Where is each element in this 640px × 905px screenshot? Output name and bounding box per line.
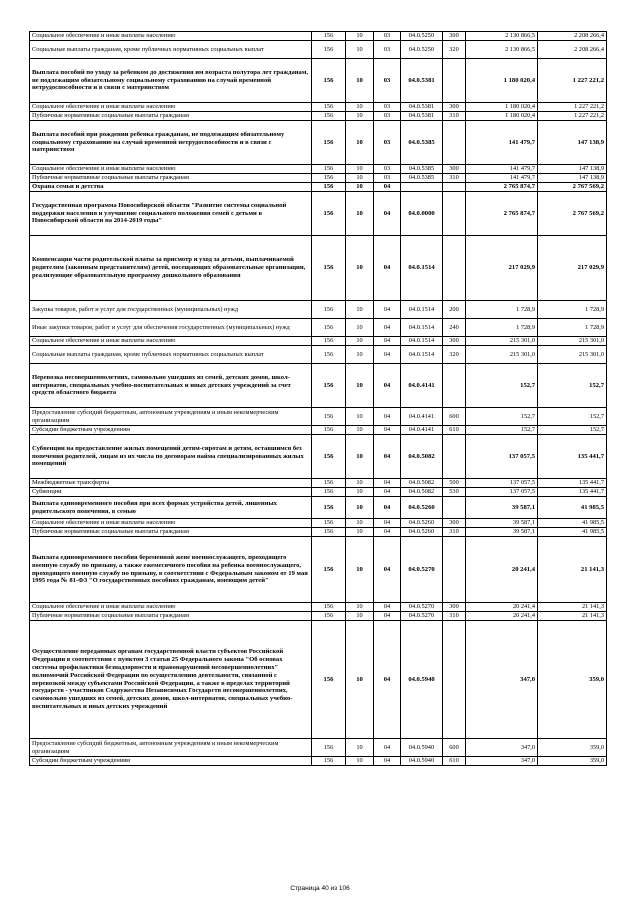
item-name-cell: Межбюджетные трансферты [30, 479, 312, 488]
table-row [30, 537, 607, 603]
expense-type-cell: 600 [443, 408, 466, 426]
subsection-code-cell: 04 [374, 236, 401, 301]
ministry-code-cell: 156 [312, 426, 346, 435]
target-article-cell: 04.0.4141 [401, 408, 443, 426]
item-name-cell: Социальное обеспечение и иные выплаты населению [30, 32, 312, 41]
budget-table-body [30, 32, 607, 766]
target-article-cell: 04.0.5270 [401, 537, 443, 603]
amount-year1-cell: 20 241,4 [466, 612, 538, 621]
target-article-cell: 04.0.5082 [401, 479, 443, 488]
expense-type-cell: 610 [443, 757, 466, 766]
expense-type-cell: 240 [443, 319, 466, 337]
section-code-cell: 10 [346, 337, 374, 346]
ministry-code-cell: 156 [312, 236, 346, 301]
subsection-code-cell: 04 [374, 497, 401, 519]
section-code-cell: 10 [346, 174, 374, 183]
amount-year1-cell: 141 479,7 [466, 165, 538, 174]
amount-year1-cell: 39 587,1 [466, 497, 538, 519]
ministry-code-cell: 156 [312, 41, 346, 59]
table-row [30, 435, 607, 479]
amount-year2-cell: 147 138,9 [538, 174, 607, 183]
section-code-cell: 10 [346, 612, 374, 621]
expense-type-cell: 200 [443, 301, 466, 319]
section-code-cell: 10 [346, 488, 374, 497]
section-code-cell: 10 [346, 739, 374, 757]
amount-year1-cell: 137 057,5 [466, 479, 538, 488]
amount-year2-cell: 215 301,0 [538, 337, 607, 346]
section-code-cell: 10 [346, 165, 374, 174]
table-row [30, 41, 607, 59]
amount-year2-cell: 2 767 569,2 [538, 183, 607, 192]
target-article-cell: 04.0.5940 [401, 739, 443, 757]
section-code-cell: 10 [346, 408, 374, 426]
amount-year1-cell: 1 180 020,4 [466, 59, 538, 103]
target-article-cell: 04.0.4141 [401, 426, 443, 435]
expense-type-cell [443, 537, 466, 603]
expense-type-cell: 310 [443, 612, 466, 621]
amount-year2-cell: 1 227 221,2 [538, 59, 607, 103]
amount-year1-cell: 141 479,7 [466, 174, 538, 183]
item-name-cell: Социальное обеспечение и иные выплаты населению [30, 165, 312, 174]
subsection-code-cell: 03 [374, 165, 401, 174]
ministry-code-cell: 156 [312, 346, 346, 364]
table-row [30, 337, 607, 346]
ministry-code-cell: 156 [312, 301, 346, 319]
amount-year2-cell: 1 227 221,2 [538, 103, 607, 112]
subsection-code-cell: 04 [374, 426, 401, 435]
target-article-cell: 04.0.5385 [401, 165, 443, 174]
item-name-cell: Закупка товаров, работ и услуг для государственных (муниципальных) нужд [30, 301, 312, 319]
section-code-cell: 10 [346, 59, 374, 103]
ministry-code-cell: 156 [312, 174, 346, 183]
table-row [30, 488, 607, 497]
target-article-cell: 04.0.5270 [401, 603, 443, 612]
amount-year1-cell: 152,7 [466, 364, 538, 408]
target-article-cell: 04.0.5260 [401, 497, 443, 519]
amount-year2-cell: 359,0 [538, 757, 607, 766]
amount-year1-cell: 20 241,4 [466, 537, 538, 603]
ministry-code-cell: 156 [312, 337, 346, 346]
expense-type-cell: 300 [443, 103, 466, 112]
subsection-code-cell: 04 [374, 364, 401, 408]
amount-year2-cell: 152,7 [538, 364, 607, 408]
amount-year2-cell: 21 141,3 [538, 612, 607, 621]
table-row [30, 236, 607, 301]
ministry-code-cell: 156 [312, 488, 346, 497]
amount-year1-cell: 2 765 874,7 [466, 192, 538, 236]
section-code-cell: 10 [346, 426, 374, 435]
ministry-code-cell: 156 [312, 183, 346, 192]
section-code-cell: 10 [346, 112, 374, 121]
amount-year1-cell: 347,0 [466, 739, 538, 757]
expense-type-cell: 310 [443, 174, 466, 183]
amount-year2-cell: 135 441,7 [538, 488, 607, 497]
amount-year2-cell: 215 301,0 [538, 346, 607, 364]
table-row [30, 174, 607, 183]
expense-type-cell: 310 [443, 528, 466, 537]
target-article-cell: 04.0.5381 [401, 59, 443, 103]
amount-year2-cell: 152,7 [538, 426, 607, 435]
item-name-cell: Выплата единовременного пособия при всех формах устройства детей, лишенных родительского попечения, в семью [30, 497, 312, 519]
budget-table [29, 31, 607, 766]
section-code-cell: 10 [346, 621, 374, 739]
target-article-cell: 04.0.5381 [401, 112, 443, 121]
amount-year2-cell: 1 728,9 [538, 319, 607, 337]
section-code-cell: 10 [346, 519, 374, 528]
subsection-code-cell: 04 [374, 192, 401, 236]
subsection-code-cell: 03 [374, 41, 401, 59]
table-row [30, 121, 607, 165]
item-name-cell: Выплата пособий при рождении ребенка гражданам, не подлежащим обязательному социальному страхованию на случай временной нетрудоспособности и в связи с материнством [30, 121, 312, 165]
amount-year2-cell: 41 985,5 [538, 519, 607, 528]
item-name-cell: Государственная программа Новосибирской области "Развитие системы социальной поддержки населения и улучшение социального положения семей с детьми в Новосибирской области на 2014-2019 годы" [30, 192, 312, 236]
amount-year1-cell: 1 180 020,4 [466, 112, 538, 121]
item-name-cell: Публичные нормативные социальные выплаты гражданам [30, 612, 312, 621]
table-row [30, 757, 607, 766]
amount-year2-cell: 1 728,9 [538, 301, 607, 319]
table-row [30, 364, 607, 408]
section-code-cell: 10 [346, 319, 374, 337]
target-article-cell: 04.0.5082 [401, 435, 443, 479]
item-name-cell: Субвенции на предоставление жилых помещений детям-сиротам и детям, оставшимся без попечения родителей, лицам из их числа по договорам найма специализированных жилых помещений [30, 435, 312, 479]
item-name-cell: Социальное обеспечение и иные выплаты населению [30, 603, 312, 612]
ministry-code-cell: 156 [312, 519, 346, 528]
target-article-cell [401, 183, 443, 192]
ministry-code-cell: 156 [312, 528, 346, 537]
item-name-cell: Социальное обеспечение и иные выплаты населению [30, 519, 312, 528]
ministry-code-cell: 156 [312, 739, 346, 757]
ministry-code-cell: 156 [312, 479, 346, 488]
subsection-code-cell: 04 [374, 337, 401, 346]
amount-year1-cell: 2 130 866,5 [466, 41, 538, 59]
expense-type-cell: 610 [443, 426, 466, 435]
item-name-cell: Выплата единовременного пособия беременной жене военнослужащего, проходящего военную службу по призыву, а также ежемесячного пособия на ребенка военнослужащего, проходящего военную службу по призыву, в соответствии с Федеральным законом от 19 мая 1995 года № 81-ФЗ "О государственных пособиях гражданам, имеющим детей" [30, 537, 312, 603]
table-row [30, 346, 607, 364]
amount-year1-cell: 2 130 866,5 [466, 32, 538, 41]
section-code-cell: 10 [346, 346, 374, 364]
table-row [30, 59, 607, 103]
amount-year2-cell: 2 767 569,2 [538, 192, 607, 236]
amount-year1-cell: 141 479,7 [466, 121, 538, 165]
ministry-code-cell: 156 [312, 59, 346, 103]
ministry-code-cell: 156 [312, 121, 346, 165]
expense-type-cell: 300 [443, 519, 466, 528]
expense-type-cell [443, 121, 466, 165]
subsection-code-cell: 04 [374, 301, 401, 319]
expense-type-cell: 320 [443, 346, 466, 364]
item-name-cell: Социальные выплаты гражданам, кроме публичных нормативных социальных выплат [30, 346, 312, 364]
amount-year2-cell: 1 227 221,2 [538, 112, 607, 121]
table-row [30, 32, 607, 41]
item-name-cell: Субсидии бюджетным учреждениям [30, 757, 312, 766]
target-article-cell: 04.0.5250 [401, 41, 443, 59]
subsection-code-cell: 04 [374, 319, 401, 337]
ministry-code-cell: 156 [312, 621, 346, 739]
subsection-code-cell: 04 [374, 537, 401, 603]
subsection-code-cell: 04 [374, 519, 401, 528]
amount-year2-cell: 147 138,9 [538, 121, 607, 165]
table-row [30, 621, 607, 739]
item-name-cell: Социальное обеспечение и иные выплаты населению [30, 103, 312, 112]
amount-year2-cell: 2 208 266,4 [538, 41, 607, 59]
expense-type-cell [443, 192, 466, 236]
amount-year2-cell: 135 441,7 [538, 479, 607, 488]
section-code-cell: 10 [346, 41, 374, 59]
expense-type-cell [443, 435, 466, 479]
table-row [30, 519, 607, 528]
amount-year1-cell: 2 765 874,7 [466, 183, 538, 192]
table-row [30, 192, 607, 236]
expense-type-cell: 310 [443, 112, 466, 121]
item-name-cell: Субвенции [30, 488, 312, 497]
ministry-code-cell: 156 [312, 497, 346, 519]
section-code-cell: 10 [346, 603, 374, 612]
section-code-cell: 10 [346, 757, 374, 766]
amount-year1-cell: 347,0 [466, 621, 538, 739]
section-code-cell: 10 [346, 537, 374, 603]
expense-type-cell: 320 [443, 41, 466, 59]
subsection-code-cell: 04 [374, 739, 401, 757]
expense-type-cell: 300 [443, 165, 466, 174]
amount-year1-cell: 347,0 [466, 757, 538, 766]
subsection-code-cell: 04 [374, 603, 401, 612]
subsection-code-cell: 03 [374, 103, 401, 112]
subsection-code-cell: 04 [374, 408, 401, 426]
target-article-cell: 04.0.5260 [401, 528, 443, 537]
item-name-cell: Субсидии бюджетным учреждениям [30, 426, 312, 435]
amount-year1-cell: 215 301,0 [466, 337, 538, 346]
table-row [30, 497, 607, 519]
amount-year1-cell: 152,7 [466, 426, 538, 435]
target-article-cell: 04.0.1514 [401, 301, 443, 319]
subsection-code-cell: 03 [374, 59, 401, 103]
section-code-cell: 10 [346, 497, 374, 519]
section-code-cell: 10 [346, 479, 374, 488]
amount-year2-cell: 41 985,5 [538, 528, 607, 537]
amount-year1-cell: 1 180 020,4 [466, 103, 538, 112]
target-article-cell: 04.0.1514 [401, 319, 443, 337]
subsection-code-cell: 04 [374, 757, 401, 766]
table-row [30, 612, 607, 621]
table-row [30, 165, 607, 174]
section-code-cell: 10 [346, 301, 374, 319]
item-name-cell: Социальное обеспечение и иные выплаты населению [30, 337, 312, 346]
ministry-code-cell: 156 [312, 319, 346, 337]
target-article-cell: 04.0.5270 [401, 612, 443, 621]
section-code-cell: 10 [346, 32, 374, 41]
amount-year1-cell: 20 241,4 [466, 603, 538, 612]
subsection-code-cell: 04 [374, 435, 401, 479]
section-code-cell: 10 [346, 192, 374, 236]
subsection-code-cell: 03 [374, 174, 401, 183]
table-row [30, 301, 607, 319]
target-article-cell: 04.0.5385 [401, 121, 443, 165]
subsection-code-cell: 04 [374, 479, 401, 488]
amount-year1-cell: 1 728,9 [466, 319, 538, 337]
section-code-cell: 10 [346, 103, 374, 112]
table-row [30, 603, 607, 612]
amount-year2-cell: 2 208 266,4 [538, 32, 607, 41]
subsection-code-cell: 04 [374, 528, 401, 537]
expense-type-cell: 300 [443, 337, 466, 346]
amount-year1-cell: 217 029,9 [466, 236, 538, 301]
expense-type-cell [443, 59, 466, 103]
target-article-cell: 04.0.0000 [401, 192, 443, 236]
amount-year2-cell: 147 138,9 [538, 165, 607, 174]
section-code-cell: 10 [346, 528, 374, 537]
subsection-code-cell: 04 [374, 612, 401, 621]
amount-year1-cell: 137 057,5 [466, 435, 538, 479]
item-name-cell: Предоставление субсидий бюджетным, автономным учреждениям и иным некоммерческим организациям [30, 408, 312, 426]
target-article-cell: 04.0.4141 [401, 364, 443, 408]
table-row [30, 319, 607, 337]
amount-year2-cell: 21 141,3 [538, 537, 607, 603]
expense-type-cell: 530 [443, 488, 466, 497]
target-article-cell: 04.0.1514 [401, 337, 443, 346]
amount-year2-cell: 359,0 [538, 739, 607, 757]
item-name-cell: Компенсация части родительской платы за присмотр и уход за детьми, выплачиваемой родителям (законным представителям) детей, посещающих образовательные организации, реализующие образовательную программу дошкольного образования [30, 236, 312, 301]
expense-type-cell [443, 497, 466, 519]
subsection-code-cell: 04 [374, 621, 401, 739]
table-row [30, 183, 607, 192]
expense-type-cell [443, 621, 466, 739]
table-row [30, 479, 607, 488]
ministry-code-cell: 156 [312, 537, 346, 603]
item-name-cell: Перевозка несовершеннолетних, самовольно ушедших из семей, детских домов, школ-интернатов, специальных учебно-воспитательных и иных детских учреждений за счет средств областного бюджета [30, 364, 312, 408]
ministry-code-cell: 156 [312, 112, 346, 121]
expense-type-cell: 300 [443, 603, 466, 612]
ministry-code-cell: 156 [312, 32, 346, 41]
amount-year1-cell: 39 587,1 [466, 519, 538, 528]
section-code-cell: 10 [346, 364, 374, 408]
target-article-cell: 04.0.5381 [401, 103, 443, 112]
table-row [30, 426, 607, 435]
item-name-cell: Осуществление переданных органам государственной власти субъектов Российской Федерации в соответствии с пунктом 3 статьи 25 Федерального закона "Об основах системы профилактики безнадзорности и правонарушений несовершеннолетних" полномочий Российской Федерации по осуществлению деятельности, связанной с перевозкой между субъектами Российской Федерации, а также в пределах территорий государств - участников Содружества Независимых Государств несовершеннолетних, самовольно ушедших из семей, детских домов, школ-интернатов, специальных учебно-воспитательных и иных детских учреждений [30, 621, 312, 739]
subsection-code-cell: 03 [374, 121, 401, 165]
table-row [30, 112, 607, 121]
subsection-code-cell: 04 [374, 488, 401, 497]
amount-year1-cell: 137 057,5 [466, 488, 538, 497]
amount-year2-cell: 152,7 [538, 408, 607, 426]
section-code-cell: 10 [346, 435, 374, 479]
amount-year1-cell: 215 301,0 [466, 346, 538, 364]
section-code-cell: 10 [346, 183, 374, 192]
expense-type-cell: 500 [443, 479, 466, 488]
expense-type-cell [443, 364, 466, 408]
amount-year1-cell: 1 728,9 [466, 301, 538, 319]
amount-year2-cell: 41 985,5 [538, 497, 607, 519]
ministry-code-cell: 156 [312, 408, 346, 426]
table-row [30, 408, 607, 426]
ministry-code-cell: 156 [312, 603, 346, 612]
target-article-cell: 04.0.5385 [401, 174, 443, 183]
item-name-cell: Охрана семьи и детства [30, 183, 312, 192]
item-name-cell: Иные закупки товаров, работ и услуг для обеспечения государственных (муниципальных) нужд [30, 319, 312, 337]
item-name-cell: Публичные нормативные социальные выплаты гражданам [30, 528, 312, 537]
target-article-cell: 04.0.5082 [401, 488, 443, 497]
target-article-cell: 04.0.5260 [401, 519, 443, 528]
ministry-code-cell: 156 [312, 103, 346, 112]
subsection-code-cell: 03 [374, 32, 401, 41]
item-name-cell: Социальные выплаты гражданам, кроме публичных нормативных социальных выплат [30, 41, 312, 59]
subsection-code-cell: 04 [374, 183, 401, 192]
target-article-cell: 04.0.1514 [401, 346, 443, 364]
target-article-cell: 04.0.5940 [401, 757, 443, 766]
amount-year1-cell: 39 587,1 [466, 528, 538, 537]
expense-type-cell [443, 183, 466, 192]
item-name-cell: Публичные нормативные социальные выплаты гражданам [30, 112, 312, 121]
table-row [30, 739, 607, 757]
expense-type-cell: 300 [443, 32, 466, 41]
ministry-code-cell: 156 [312, 435, 346, 479]
subsection-code-cell: 03 [374, 112, 401, 121]
page-number-footer: Страница 40 из 106 [290, 885, 350, 892]
ministry-code-cell: 156 [312, 612, 346, 621]
ministry-code-cell: 156 [312, 192, 346, 236]
expense-type-cell: 600 [443, 739, 466, 757]
item-name-cell: Предоставление субсидий бюджетным, автономным учреждениям и иным некоммерческим организациям [30, 739, 312, 757]
target-article-cell: 04.0.5940 [401, 621, 443, 739]
amount-year2-cell: 135 441,7 [538, 435, 607, 479]
amount-year2-cell: 359,0 [538, 621, 607, 739]
table-row [30, 528, 607, 537]
target-article-cell: 04.0.1514 [401, 236, 443, 301]
section-code-cell: 10 [346, 236, 374, 301]
ministry-code-cell: 156 [312, 364, 346, 408]
target-article-cell: 04.0.5250 [401, 32, 443, 41]
expense-type-cell [443, 236, 466, 301]
table-row [30, 103, 607, 112]
amount-year2-cell: 21 141,3 [538, 603, 607, 612]
item-name-cell: Выплата пособий по уходу за ребенком до достижения им возраста полутора лет гражданам, не подлежащим обязательному социальному страхованию на случай временной нетрудоспособности и в связи с материнством [30, 59, 312, 103]
item-name-cell: Публичные нормативные социальные выплаты гражданам [30, 174, 312, 183]
subsection-code-cell: 04 [374, 346, 401, 364]
ministry-code-cell: 156 [312, 757, 346, 766]
amount-year1-cell: 152,7 [466, 408, 538, 426]
section-code-cell: 10 [346, 121, 374, 165]
ministry-code-cell: 156 [312, 165, 346, 174]
amount-year2-cell: 217 029,9 [538, 236, 607, 301]
